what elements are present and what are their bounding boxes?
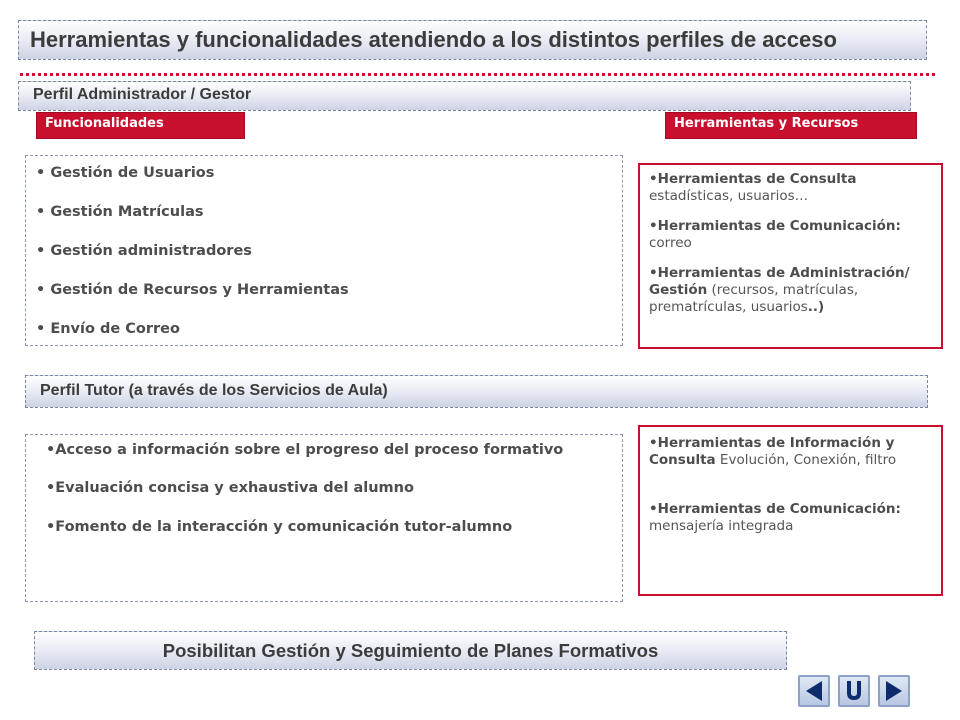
tool-desc: Evolución, Conexión, filtro: [715, 452, 897, 468]
next-slide-button[interactable]: [878, 675, 910, 707]
list-item: •Fomento de la interacción y comunicación tutor-alumno: [46, 519, 513, 535]
summary-banner: [34, 631, 787, 670]
arrow-right-icon: [882, 679, 906, 703]
tool-title: Herramientas de Consulta: [657, 171, 857, 187]
herramientas-recursos-label: Herramientas y Recursos: [665, 112, 917, 139]
tool-item: •Herramientas de Administración/ Gestión (recursos, matrículas, prematrículas, usuarios..): [649, 265, 910, 315]
summary-text: Posibilitan Gestión y Seguimiento de Planes Formativos: [162, 640, 659, 661]
tool-desc: correo: [649, 235, 692, 251]
list-item: • Envío de Correo: [36, 321, 180, 337]
tool-title: Herramientas de Comunicación:: [657, 501, 901, 517]
list-item: • Gestión administradores: [36, 243, 252, 259]
admin-profile-banner: [18, 81, 911, 111]
tool-desc: (recursos, matrículas, prematrículas, usuarios: [649, 282, 859, 315]
page-title: Herramientas y funcionalidades atendiendo a los distintos perfiles de acceso: [30, 27, 837, 52]
u-turn-icon: [842, 679, 866, 703]
tool-item: •Herramientas de Comunicación: mensajería integrada: [649, 501, 901, 534]
tutor-tools-box: [638, 425, 943, 596]
list-item: • Gestión Matrículas: [36, 204, 204, 220]
admin-functions-box: [25, 155, 623, 346]
red-dotted-divider: [20, 73, 935, 76]
list-item: • Gestión de Recursos y Herramientas: [36, 282, 349, 298]
tutor-profile-heading: Perfil Tutor (a través de los Servicios de Aula): [40, 382, 388, 399]
list-item: •Acceso a información sobre el progreso del proceso formativo: [46, 442, 564, 458]
tool-desc: estadísticas, usuarios…: [649, 188, 809, 204]
previous-slide-button[interactable]: [798, 675, 830, 707]
tool-desc: mensajería integrada: [649, 518, 794, 534]
list-item: •Evaluación concisa y exhaustiva del alumno: [46, 480, 414, 496]
tool-item: •Herramientas de Comunicación: correo: [649, 218, 901, 251]
arrow-left-icon: [802, 679, 826, 703]
tool-item: •Herramientas de Consulta estadísticas, usuarios…: [649, 171, 857, 204]
tool-title: Herramientas de Comunicación:: [657, 218, 901, 234]
tutor-functions-box: [25, 434, 623, 602]
tool-item: •Herramientas de Información y Consulta Evolución, Conexión, filtro: [649, 435, 897, 468]
list-item: • Gestión de Usuarios: [36, 165, 215, 181]
tool-title: Herramientas de Información y Consulta: [649, 435, 895, 468]
admin-profile-heading: Perfil Administrador / Gestor: [33, 86, 252, 103]
admin-tools-box: [638, 163, 943, 349]
title-banner: [18, 20, 927, 60]
funcionalidades-label: Funcionalidades: [36, 112, 245, 139]
tutor-profile-banner: [25, 375, 928, 408]
tool-title: Herramientas de Administración/ Gestión: [649, 265, 910, 298]
return-button[interactable]: [838, 675, 870, 707]
